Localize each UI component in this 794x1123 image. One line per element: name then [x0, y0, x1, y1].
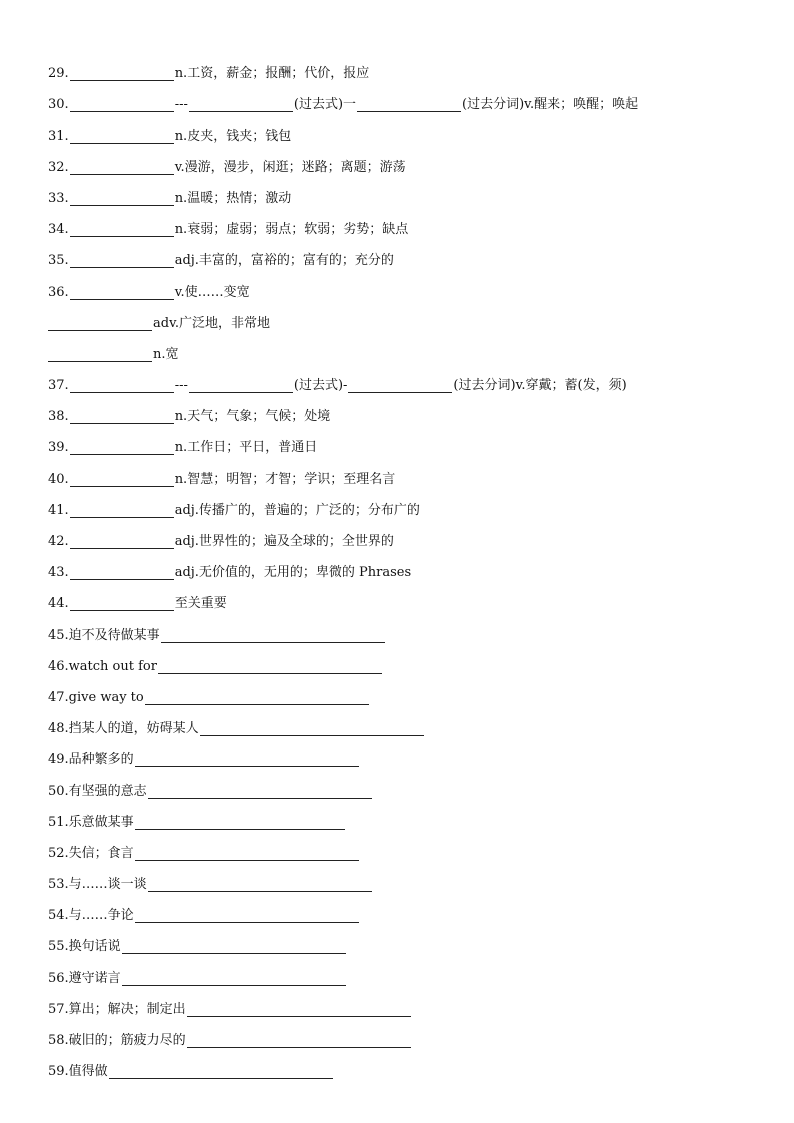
item-number: 36. [48, 284, 69, 300]
answer-blank[interactable] [70, 503, 174, 518]
answer-blank[interactable] [70, 565, 174, 580]
item-30 [48, 85, 768, 116]
answer-blank[interactable] [70, 160, 174, 175]
answer-blank[interactable] [70, 440, 174, 455]
past-tense-label: (过去式)- [293, 378, 348, 394]
item-definition: adv.广泛地，非常地 [153, 315, 271, 331]
item-definition: n.宽 [153, 346, 179, 362]
phrase-54 [48, 896, 768, 927]
phrase-55 [48, 927, 768, 958]
phrase-52 [48, 834, 768, 865]
phrase-label: 49.品种繁多的 [48, 752, 134, 768]
answer-blank[interactable] [148, 877, 372, 892]
answer-blank[interactable] [70, 129, 174, 144]
past-participle-label: (过去分词)v.醒来；唤醒；唤起 [462, 97, 639, 113]
phrase-label: 53.与……谈一谈 [48, 877, 147, 893]
item-definition: n.温暖；热情；激动 [174, 190, 292, 206]
item-42 [48, 522, 768, 553]
answer-blank[interactable] [187, 1002, 411, 1017]
item-number: 44. [48, 596, 69, 612]
past-participle-blank[interactable] [348, 378, 452, 393]
answer-blank[interactable] [70, 534, 174, 549]
item-number: 39. [48, 440, 69, 456]
item-35 [48, 241, 768, 272]
answer-blank[interactable] [200, 721, 424, 736]
item-definition: adj.传播广的，普遍的；广泛的；分布广的 [174, 502, 420, 518]
phrase-label: 54.与……争论 [48, 908, 134, 924]
phrase-47 [48, 678, 768, 709]
item-definition: n.工作日；平日，普通日 [174, 440, 318, 456]
item-definition: n.天气；气象；气候；处境 [174, 409, 331, 425]
item-41 [48, 491, 768, 522]
phrase-46 [48, 647, 768, 678]
phrase-label: 57.算出；解决；制定出 [48, 1001, 186, 1017]
answer-blank[interactable] [122, 939, 346, 954]
answer-blank[interactable] [148, 784, 372, 799]
phrase-label: 52.失信；食言 [48, 845, 134, 861]
answer-blank[interactable] [70, 596, 174, 611]
item-44 [48, 584, 768, 615]
answer-blank[interactable] [145, 690, 369, 705]
item-number: 43. [48, 565, 69, 581]
answer-blank[interactable] [109, 1064, 333, 1079]
separator: --- [174, 378, 188, 394]
item-number: 40. [48, 471, 69, 487]
answer-blank[interactable] [135, 908, 359, 923]
phrase-label: 58.破旧的；筋疲力尽的 [48, 1033, 186, 1048]
item-definition: adj.无价值的，无用的；卑微的 Phrases [174, 565, 412, 581]
item-34 [48, 210, 768, 241]
answer-blank[interactable] [48, 347, 152, 362]
item-number: 42. [48, 534, 69, 549]
answer-blank[interactable] [135, 846, 359, 861]
answer-blank[interactable] [122, 971, 346, 986]
phrase-label: 48.挡某人的道，妨碍某人 [48, 721, 199, 737]
item-definition: n.皮夹，钱夹；钱包 [174, 128, 292, 144]
phrase-51 [48, 803, 768, 834]
answer-blank[interactable] [70, 409, 174, 424]
answer-blank[interactable] [70, 285, 174, 300]
phrase-49 [48, 740, 768, 771]
item-number: 29. [48, 66, 69, 82]
phrase-53 [48, 865, 768, 896]
item-number: 41. [48, 502, 69, 518]
item-definition: adj.丰富的，富裕的；富有的；充分的 [174, 253, 394, 269]
item-40 [48, 459, 768, 490]
item-definition: n.工资，薪金；报酬；代价，报应 [174, 66, 370, 82]
phrase-56 [48, 958, 768, 989]
item-29 [48, 54, 768, 85]
phrase-45 [48, 615, 768, 646]
past-tense-blank[interactable] [189, 97, 293, 112]
item-number: 33. [48, 190, 69, 206]
item-number: 31. [48, 128, 69, 144]
item-number: 37. [48, 378, 69, 394]
answer-blank[interactable] [70, 378, 174, 393]
past-tense-blank[interactable] [189, 378, 293, 393]
phrase-label: 47.give way to [48, 689, 144, 705]
item-definition: 至关重要 [174, 596, 227, 612]
phrase-label: 56.遵守诺言 [48, 970, 121, 986]
past-participle-blank[interactable] [357, 97, 461, 112]
answer-blank[interactable] [70, 472, 174, 487]
item-definition: v.漫游，漫步，闲逛；迷路；离题；游荡 [174, 159, 406, 175]
item-36 [48, 272, 768, 303]
item-36-noun [48, 335, 768, 366]
item-definition: n.智慧；明智；才智；学识；至理名言 [174, 471, 396, 487]
item-definition: adj.世界性的；遍及全球的；全世界的 [174, 534, 394, 549]
phrase-58 [48, 1021, 768, 1052]
separator: --- [174, 97, 188, 113]
phrase-label: 51.乐意做某事 [48, 814, 134, 830]
past-tense-label: (过去式)一 [293, 97, 357, 113]
phrase-59 [48, 1052, 768, 1083]
item-43 [48, 553, 768, 584]
answer-blank[interactable] [187, 1033, 411, 1048]
phrase-label: 45.迫不及待做某事 [48, 627, 160, 643]
item-number: 34. [48, 222, 69, 238]
phrase-label: 55.换句话说 [48, 939, 121, 955]
answer-blank[interactable] [70, 253, 174, 268]
item-definition: n.衰弱；虚弱；弱点；软弱；劣势；缺点 [174, 222, 409, 238]
answer-blank[interactable] [135, 815, 345, 830]
answer-blank[interactable] [48, 316, 152, 331]
answer-blank[interactable] [161, 628, 385, 643]
answer-blank[interactable] [70, 66, 174, 81]
phrase-label: 46.watch out for [48, 658, 157, 674]
past-participle-label: (过去分词)v.穿戴；蓄(发，须) [453, 378, 627, 394]
phrase-57 [48, 990, 768, 1021]
vocabulary-list [48, 54, 768, 1083]
phrase-label: 50.有坚强的意志 [48, 783, 147, 799]
item-31 [48, 116, 768, 147]
item-38 [48, 397, 768, 428]
answer-blank[interactable] [158, 659, 382, 674]
item-number: 32. [48, 159, 69, 175]
item-33 [48, 179, 768, 210]
answer-blank[interactable] [135, 752, 359, 767]
phrase-48 [48, 709, 768, 740]
item-36-adverb [48, 304, 768, 335]
answer-blank[interactable] [70, 191, 174, 206]
item-number: 38. [48, 409, 69, 425]
item-32 [48, 148, 768, 179]
answer-blank[interactable] [70, 97, 174, 112]
answer-blank[interactable] [70, 222, 174, 237]
item-39 [48, 428, 768, 459]
phrase-50 [48, 771, 768, 802]
item-number: 30. [48, 97, 69, 113]
item-37 [48, 366, 768, 397]
item-number: 35. [48, 253, 69, 269]
item-definition: v.使……变宽 [174, 284, 250, 300]
phrase-label: 59.值得做 [48, 1064, 108, 1080]
